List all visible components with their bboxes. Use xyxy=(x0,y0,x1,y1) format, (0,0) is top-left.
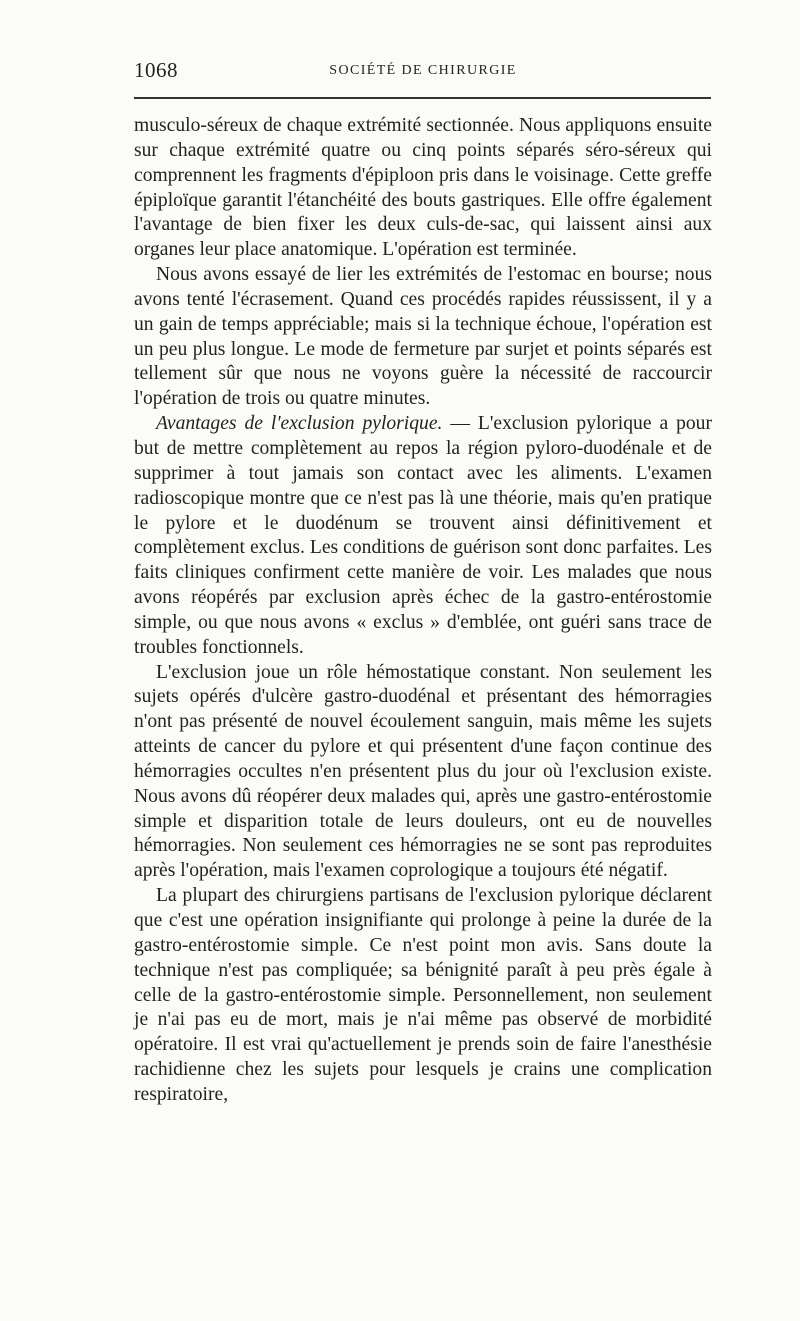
running-head: SOCIÉTÉ DE CHIRURGIE xyxy=(329,63,517,78)
paragraph-1-text: musculo-séreux de chaque extrémité sectionnée. Nous appliquons ensuite sur chaque extrémité quatre ou cinq points séparés séro-séreux qui comprennent les fragments d'épiploon pris dans le voisinage. Cette greffe épiploïque garantit l'étanchéité des bouts gastriques. Elle offre également l'avantage de bien fixer les deux culs-de-sac, qui laissent ainsi aux organes leur place anatomique. L'opération est terminée. xyxy=(134,115,712,261)
page-header xyxy=(134,56,712,86)
header-rule xyxy=(134,97,711,99)
paragraph-4 xyxy=(134,661,712,885)
section-heading: Avantages de l'exclusion pylorique. xyxy=(156,413,443,435)
body-text xyxy=(134,114,712,1108)
paragraph-2-text: Nous avons essayé de lier les extrémités de l'estomac en bourse; nous avons tenté l'écrasement. Quand ces procédés rapides réussissent, il y a un gain de temps appréciable; mais si la technique échoue, l'opération est un peu plus longue. Le mode de fermeture par surjet et points séparés est tellement sûr que nous ne voyons guère la nécessité de raccourcir l'opération de trois ou quatre minutes. xyxy=(134,264,712,410)
page-number: 1068 xyxy=(134,58,178,82)
paragraph-5-text: La plupart des chirurgiens partisans de l'exclusion pylorique déclarent que c'est une opération insignifiante qui prolonge à peine la durée de la gastro-entérostomie simple. Ce n'est point mon avis. Sans doute la technique n'est pas compliquée; sa bénignité paraît à peu près égale à celle de la gastro-entérostomie simple. Personnellement, non seulement je n'ai pas eu de mort, mais je n'ai même pas observé de morbidité opératoire. Il est vrai qu'actuellement je prends soin de faire l'anesthésie rachidienne chez les sujets pour lesquels je crains une complication respiratoire, xyxy=(134,885,712,1105)
paragraph-4-text: L'exclusion joue un rôle hémostatique constant. Non seulement les sujets opérés d'ulcère gastro-duodénal et présentant des hémorragies n'ont pas présenté de nouvel écoulement sanguin, mais même les sujets atteints de cancer du pylore et qui présentent d'une façon continue des hémorragies occultes n'en présentent plus du jour où l'exclusion existe. Nous avons dû réopérer deux malades qui, après une gastro-entérostomie simple et disparition totale de leurs douleurs, ont eu de nouvelles hémorragies. Non seulement ces hémorragies ne se sont pas reproduites après l'opération, mais l'examen coprologique a toujours été négatif. xyxy=(134,661,712,882)
paragraph-2 xyxy=(134,263,712,412)
paragraph-5 xyxy=(134,884,712,1108)
paragraph-3-text: — L'exclusion pylorique a pour but de mettre complètement au repos la région pyloro-duodénale et de supprimer à tout jamais son contact avec les aliments. L'examen radioscopique montre que ce n'est pas là une théorie, mais qu'en pratique le pylore et le duodénum se trouvent ainsi définitivement et complètement exclus. Les conditions de guérison sont donc parfaites. Les faits cliniques confirment cette manière de voir. Les malades que nous avons réopérés par exclusion après échec de la gastro-entérostomie simple, ou que nous avons « exclus » d'emblée, ont guéri sans trace de troubles fonctionnels. xyxy=(134,413,712,658)
paragraph-3 xyxy=(134,412,712,660)
paragraph-1 xyxy=(134,114,712,263)
